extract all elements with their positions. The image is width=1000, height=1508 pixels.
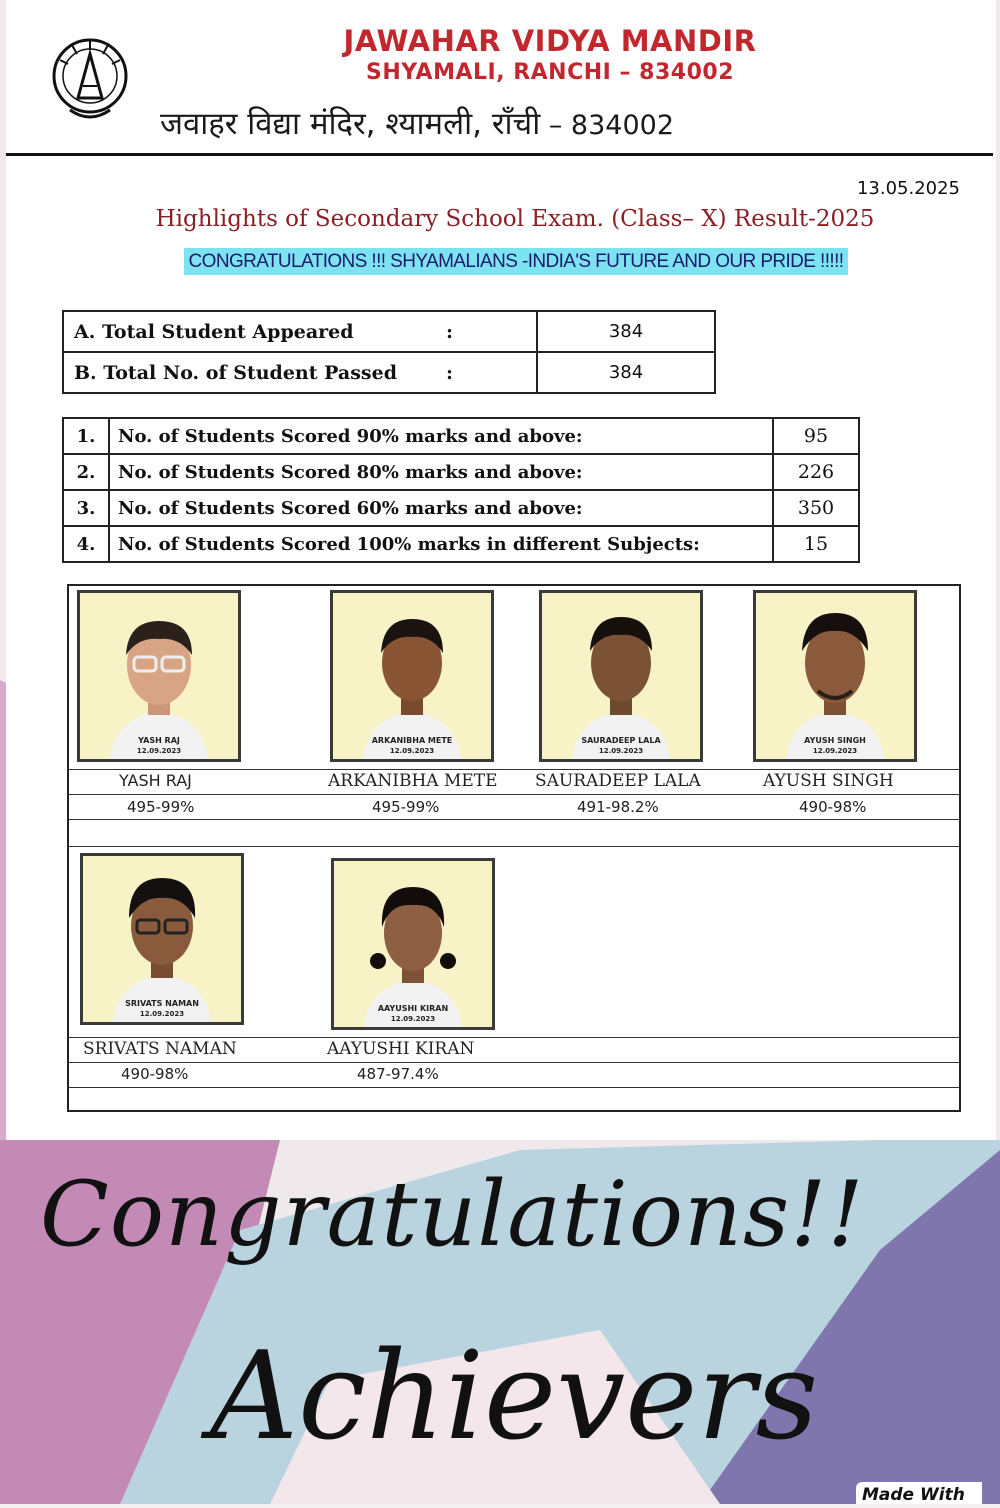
summary-value: 384 — [537, 311, 715, 352]
stats-label: No. of Students Scored 100% marks in different Subjects: — [109, 526, 773, 562]
student-name: SAURADEEP LALA — [535, 771, 701, 791]
achievers-panel — [67, 584, 961, 1112]
photo-date: 12.09.2023 — [812, 747, 858, 755]
student-name: SRIVATS NAMAN — [83, 1039, 237, 1059]
divider — [69, 819, 959, 820]
header-divider — [6, 153, 993, 156]
school-address: SHYAMALI, RANCHI – 834002 — [365, 60, 735, 85]
stats-value: 226 — [773, 454, 859, 490]
photo-date: 12.09.2023 — [389, 747, 435, 755]
divider — [69, 1062, 959, 1063]
stats-value: 95 — [773, 418, 859, 454]
student-portrait-icon — [756, 593, 914, 759]
student-photo — [331, 858, 495, 1030]
photo-date: 12.09.2023 — [598, 747, 644, 755]
summary-label: A. Total Student Appeared — [63, 311, 446, 352]
student-photo — [77, 590, 241, 762]
table-row — [63, 352, 715, 393]
student-portrait-icon — [333, 593, 491, 759]
congratulations-banner: CONGRATULATIONS !!! SHYAMALIANS -INDIA'S FUTURE AND OUR PRIDE !!!!! — [184, 248, 848, 275]
student-name: AYUSH SINGH — [763, 771, 894, 791]
divider — [69, 769, 959, 770]
summary-value: 384 — [537, 352, 715, 393]
table-row — [63, 490, 859, 526]
congratulations-title: Congratulations!! — [40, 1162, 865, 1267]
student-score: 487-97.4% — [357, 1065, 439, 1083]
photo-caption: AYUSH SINGH — [804, 736, 866, 745]
photo-caption: SAURADEEP LALA — [581, 736, 661, 745]
hindi-pin: – 834002 — [540, 110, 674, 141]
stats-number: 4. — [63, 526, 109, 562]
student-photo — [330, 590, 494, 762]
stats-number: 2. — [63, 454, 109, 490]
divider — [69, 1037, 959, 1038]
photo-caption: SRIVATS NAMAN — [125, 999, 199, 1008]
result-date: 13.05.2025 — [856, 178, 960, 199]
table-row — [63, 526, 859, 562]
photo-date: 12.09.2023 — [390, 1015, 436, 1023]
summary-separator: : — [446, 311, 537, 352]
stats-value: 350 — [773, 490, 859, 526]
summary-separator: : — [446, 352, 537, 393]
table-row — [63, 311, 715, 352]
table-row — [63, 418, 859, 454]
photo-caption: AAYUSHI KIRAN — [377, 1004, 449, 1013]
stats-label: No. of Students Scored 60% marks and above: — [109, 490, 773, 526]
table-row — [63, 454, 859, 490]
photo-caption: ARKANIBHA METE — [371, 736, 453, 745]
student-score: 495-99% — [372, 798, 440, 816]
summary-table — [62, 310, 716, 394]
photo-date: 12.09.2023 — [139, 1010, 185, 1018]
divider — [69, 794, 959, 795]
school-name-hindi — [160, 102, 880, 144]
stats-table — [62, 417, 860, 563]
student-score: 490-98% — [799, 798, 867, 816]
photo-date: 12.09.2023 — [136, 747, 182, 755]
made-with-watermark: Made With — [856, 1482, 982, 1504]
result-headline: Highlights of Secondary School Exam. (Class– X) Result-2025 — [155, 206, 875, 232]
student-portrait-icon — [80, 593, 238, 759]
student-score: 495-99% — [127, 798, 195, 816]
school-name: JAWAHAR VIDYA MANDIR — [343, 24, 757, 58]
achievers-title: Achievers — [210, 1325, 819, 1467]
stats-number: 1. — [63, 418, 109, 454]
stats-label: No. of Students Scored 80% marks and above: — [109, 454, 773, 490]
student-name: YASH RAJ — [119, 771, 192, 790]
student-name: ARKANIBHA METE — [328, 771, 498, 791]
student-score: 491-98.2% — [577, 798, 659, 816]
stats-value: 15 — [773, 526, 859, 562]
stats-number: 3. — [63, 490, 109, 526]
student-score: 490-98% — [121, 1065, 189, 1083]
student-portrait-icon — [83, 856, 241, 1022]
student-photo — [539, 590, 703, 762]
divider — [69, 846, 959, 847]
summary-label: B. Total No. of Student Passed — [63, 352, 446, 393]
photo-caption: YASH RAJ — [138, 736, 180, 745]
divider — [69, 1087, 959, 1088]
stats-label: No. of Students Scored 90% marks and above: — [109, 418, 773, 454]
student-photo — [753, 590, 917, 762]
student-name: AAYUSHI KIRAN — [327, 1039, 475, 1059]
student-portrait-icon — [542, 593, 700, 759]
student-portrait-icon — [334, 861, 492, 1027]
student-photo — [80, 853, 244, 1025]
hindi-name: जवाहर विद्या मंदिर, श्यामली, राँची — [160, 106, 541, 142]
